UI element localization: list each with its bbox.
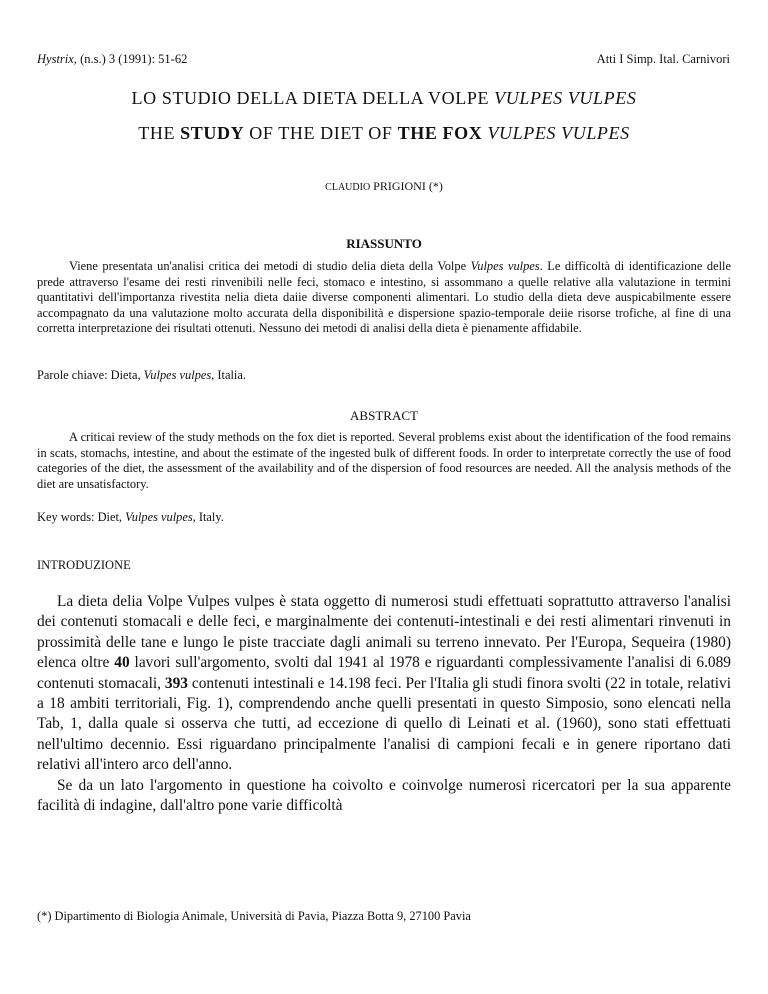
author-first-name: CLAUDIO xyxy=(325,182,371,193)
introduzione-heading: INTRODUZIONE xyxy=(37,558,131,572)
introduzione-text xyxy=(37,592,731,816)
english-title-species: VULPES VULPES xyxy=(487,123,630,143)
journal-issue: (n.s.) 3 (1991): 51-62 xyxy=(76,52,188,66)
parole-chiave-end: Italia. xyxy=(214,368,246,382)
author-line xyxy=(0,179,768,194)
intro-p1-part-a: La dieta delia Volpe Vulpes vulpes è stata oggetto di numerosi studi effettuati soprattutto attraverso l'analisi dei contenuti stomacali e delle feci, e marginalmente dei contenuti-intestinali e dei resti alimentari rinvenuti in prossimità delle tane e lungo le piste tracciate dagli animali su terreno innevato. Per l'Europa, Sequeira (1980) elenca oltre xyxy=(37,593,731,672)
italian-title xyxy=(0,88,768,109)
proceedings-label: Atti I Simp. Ital. Carnivori xyxy=(596,52,730,66)
riassunto-text-part-2: . Le difficoltà di identificazione delle prede attraverso l'esame dei resti rinvenibili nelle feci, stomaco e intestino, si assommano a quelle relative alla valutazione in termini quantitativi dell'importanza rivestita nelia dieta daiie diverse componenti alimentari. Lo studio della dieta deve auspicabilmente essere accompagnato da una valutazione molto accurata della disponibilità e dispersione spazio-temporale deiie risorse trofiche, al fine di una corretta interpretazione dei risultati ottenuti. Nessuno dei metodi di analisi della dieta è pienamente affidabile. xyxy=(37,259,731,335)
affiliation-footnote: (*) Dipartimento di Biologia Animale, Università di Pavia, Piazza Botta 9, 27100 Pavia xyxy=(37,909,471,923)
english-title xyxy=(0,123,768,144)
riassunto-species: Vulpes vulpes xyxy=(470,259,540,273)
key-words-species: Vulpes vulpes, xyxy=(125,510,196,524)
intro-p1-part-b: lavori sull'argomento, svolti dal 1941 al 1978 e riguardanti complessivamente l'analisi di 6.089 contenuti stomacali, xyxy=(37,654,732,692)
journal-citation xyxy=(37,52,187,67)
riassunto-text-part-1: Viene presentata un'analisi critica dei metodi di studio delia dieta della Volpe xyxy=(69,259,471,273)
english-title-part-c: OF THE DIET OF xyxy=(244,123,398,143)
author-last-name: PRIGIONI (*) xyxy=(370,179,443,193)
introduzione-paragraph-1 xyxy=(37,592,731,776)
abstract-heading: ABSTRACT xyxy=(350,408,418,423)
parole-chiave-species: Vulpes vulpes, xyxy=(143,368,215,382)
parole-chiave xyxy=(37,368,246,383)
key-words-label: Key words: Diet, xyxy=(37,510,126,524)
english-title-part-d: THE FOX xyxy=(397,123,488,143)
abstract-paragraph: A criticai review of the study methods on the fox diet is reported. Several problems exist about the identification of the food remains in scats, stomachs, intestine, and about the estimate of the ingested bulk of different foods. In order to interpretate correctly the use of food categories of the diet, the assessment of the availability and of the dispersion of food resources are needed. All the analysis methods of the diet are unsatisfactory. xyxy=(37,430,731,491)
parole-chiave-label: Parole chiave: Dieta, xyxy=(37,368,144,382)
journal-name: Hystrix, xyxy=(37,52,77,66)
intro-p1-number-393: 393 xyxy=(164,674,188,692)
italian-title-species: VULPES VULPES xyxy=(494,88,637,108)
intro-p1-number-40: 40 xyxy=(114,654,130,672)
english-title-part-a: THE xyxy=(138,123,181,143)
riassunto-text xyxy=(37,259,731,337)
key-words xyxy=(37,510,224,525)
introduzione-paragraph-2: Se da un lato l'argomento in questione ha coivolto e coinvolge numerosi ricercatori per la sua apparente facilità di indagine, dall'altro pone varie difficoltà xyxy=(37,776,731,815)
english-title-part-b: STUDY xyxy=(180,123,245,143)
riassunto-heading: RIASSUNTO xyxy=(346,236,422,251)
abstract-text xyxy=(37,430,731,492)
italian-title-main: LO STUDIO DELLA DIETA DELLA VOLPE xyxy=(131,88,495,108)
key-words-end: Italy. xyxy=(195,510,224,524)
intro-p1-part-c: contenuti intestinali e 14.198 feci. Per l'Italia gli studi finora svolti (22 in totale, relativi a 18 ambiti territoriali, Fig. 1), comprendendo anche quelli presentati in questo Simposio, sono elencati nella Tab, 1, dalla quale si osserva che tutti, ad eccezione di quello di Leinati et al. (1960), sono stati effettuati nell'ultimo decennio. Essi riguardano principalmente l'analisi di campioni fecali e in genere riportano dati relativi all'intero arco dell'anno. xyxy=(37,674,731,774)
